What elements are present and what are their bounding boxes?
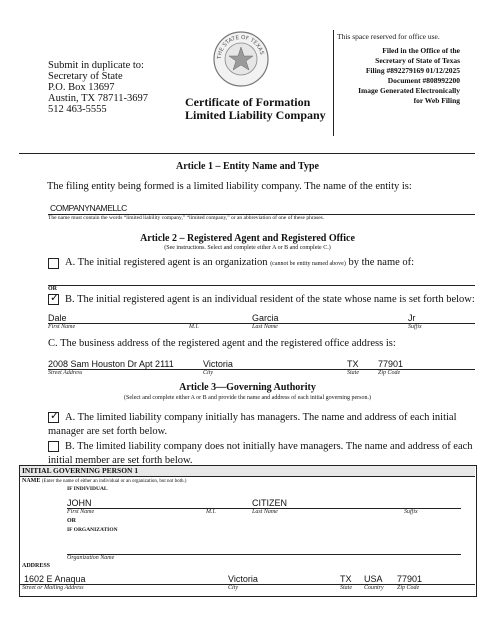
caption-country: Country	[364, 585, 384, 591]
article2-subheading: (See instructions. Select and complete either A or B and complete C.)	[164, 245, 331, 251]
filed-line: Filed in the Office of the	[382, 46, 460, 55]
form-title-line1: Certificate of Formation	[185, 95, 311, 109]
article3-heading: Article 3—Governing Authority	[179, 382, 316, 393]
article3-subheading: (Select and complete either A or B and provide the name and address of each initial governing person.)	[124, 395, 371, 401]
filed-line: Secretary of State of Texas	[375, 56, 460, 65]
submit-address-block	[48, 60, 148, 115]
if-individual-label: IF INDIVIDUAL	[67, 486, 108, 492]
caption-street-address: Street Address	[48, 370, 83, 376]
form-title-line2: Limited Liability Company	[185, 108, 326, 122]
form-title	[185, 96, 326, 122]
agent-last-name-field[interactable]: Garcia	[252, 313, 279, 323]
article1-heading: Article 1 – Entity Name and Type	[176, 161, 319, 172]
filed-line: Filing #892279169 01/12/2025	[365, 66, 460, 75]
caption-street-mailing: Street or Mailing Address	[22, 585, 84, 591]
caption-zip-code: Zip Code	[397, 585, 420, 591]
person-state-field[interactable]: TX	[340, 574, 352, 584]
organization-name-underline	[48, 285, 475, 286]
person-street-field[interactable]: 1602 E Anaqua	[24, 574, 86, 584]
caption-state: State	[347, 370, 359, 376]
caption-first-name: First Name	[67, 509, 95, 515]
entity-name-field[interactable]: COMPANYNAMELLC	[50, 203, 127, 213]
caption-suffix: Suffix	[404, 509, 418, 515]
option-c-label: C. The business address of the registered agent and the registered office address is:	[48, 338, 396, 349]
person-last-name-field[interactable]: CITIZEN	[252, 498, 287, 508]
submit-line: P.O. Box 13697	[48, 82, 115, 93]
filed-line: for Web Filing	[413, 96, 460, 105]
checkmark-icon: ✓	[50, 409, 60, 422]
checkmark-icon: ✓	[50, 291, 60, 304]
caption-mi: M.I.	[206, 509, 216, 515]
name-label-row	[22, 478, 186, 484]
agent-state-field[interactable]: TX	[347, 359, 359, 369]
if-organization-label: IF ORGANIZATION	[67, 527, 118, 533]
office-filed-block	[358, 46, 460, 106]
option-a-text	[65, 257, 414, 268]
caption-mi: M.I.	[189, 324, 199, 330]
caption-last-name: Last Name	[252, 324, 278, 330]
caption-state: State	[340, 585, 352, 591]
caption-last-name: Last Name	[252, 509, 278, 515]
or-label: OR	[48, 286, 57, 292]
option-3b-line2: initial member are set forth below.	[48, 455, 193, 466]
submit-line: Secretary of State	[48, 71, 123, 82]
agent-first-name-field[interactable]: Dale	[48, 313, 67, 323]
agent-organization-checkbox[interactable]	[48, 258, 59, 269]
person-zip-field[interactable]: 77901	[397, 574, 423, 584]
agent-zip-field[interactable]: 77901	[378, 359, 404, 369]
person-first-name-field[interactable]: JOHN	[67, 498, 92, 508]
office-reserved-text: This space reserved for office use.	[337, 32, 440, 41]
submit-line: 512 463-5555	[48, 104, 107, 115]
person-city-field[interactable]: Victoria	[228, 574, 258, 584]
caption-first-name: First Name	[48, 324, 76, 330]
option-b-label: B. The initial registered agent is an individual resident of the state whose name is set forth below:	[65, 294, 475, 305]
divider	[19, 153, 475, 154]
caption-city: City	[203, 370, 213, 376]
option-3a-line2: manager are set forth below.	[48, 426, 168, 437]
filed-line: Document #808992200	[387, 76, 460, 85]
option-3a-line1: A. The limited liability company initially has managers. The name and address of each initial	[65, 412, 457, 423]
option-a-label: A. The initial registered agent is an organization	[65, 257, 268, 268]
agent-suffix-field[interactable]: Jr	[408, 313, 416, 323]
agent-individual-checkbox[interactable]	[48, 291, 60, 305]
caption-suffix: Suffix	[408, 324, 422, 330]
caption-zip-code: Zip Code	[378, 370, 401, 376]
state-seal-icon	[212, 30, 270, 88]
person-country-field[interactable]: USA	[364, 574, 383, 584]
option-a-tail: by the name of:	[348, 257, 415, 268]
name-label: NAME	[22, 478, 41, 484]
or-label-2: OR	[67, 518, 76, 524]
caption-city: City	[228, 585, 238, 591]
article1-intro: The filing entity being formed is a limited liability company. The name of the entity is:	[47, 181, 412, 192]
address-label: ADDRESS	[22, 563, 51, 569]
article2-heading: Article 2 – Registered Agent and Registered Office	[140, 233, 355, 244]
option-a-note: (cannot be entity named above)	[270, 261, 346, 267]
caption-organization-name: Organization Name	[67, 555, 115, 561]
option-3a-text	[48, 411, 457, 439]
agent-address-underline	[48, 369, 475, 370]
option-3b-line1: B. The limited liability company does not initially have managers. The name and address of each	[65, 441, 473, 452]
article1-note: The name must contain the words “limited liability company,” “limited company,” or an abbreviation of one of these phrases.	[48, 215, 325, 221]
organization-name-underline-2	[67, 554, 461, 555]
agent-city-field[interactable]: Victoria	[203, 359, 233, 369]
agent-street-field[interactable]: 2008 Sam Houston Dr Apt 2111	[48, 359, 174, 369]
name-note: (Enter the name of either an individual or an organization, but not both.)	[41, 479, 187, 484]
option-3b-text	[48, 440, 473, 468]
governing-person-header: INITIAL GOVERNING PERSON 1	[22, 466, 139, 475]
filed-line: Image Generated Electronically	[358, 86, 460, 95]
submit-line: Submit in duplicate to:	[48, 60, 144, 71]
submit-line: Austin, TX 78711-3697	[48, 93, 149, 104]
seal-text: THE STATE OF TEXAS	[216, 34, 265, 60]
